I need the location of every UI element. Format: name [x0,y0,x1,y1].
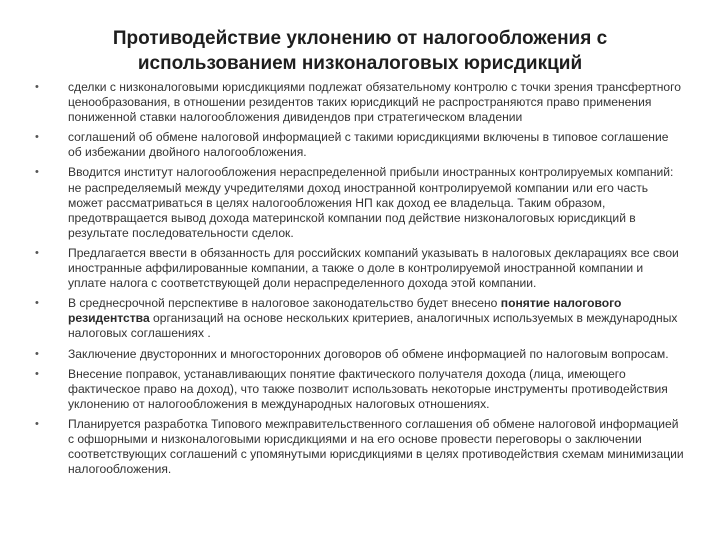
bullet-text [68,296,677,340]
bullet-text: сделки с низконалоговыми юрисдикциями подлежат обязательному контролю с точки зрения трансфертного ценообразования, в отношении резидентов таких юрисдикций не распространяются право применения пониженной ставки налогообложения дивидендов при стратегическом владении [68,80,682,125]
bullet-text-part: организаций на основе нескольких критериев, аналогичных используемых в международных налоговых соглашениях . [68,311,678,341]
bullet-icon: • [35,347,39,360]
bullet-icon: • [35,367,39,380]
slide-title [60,26,660,76]
bullet-text: Внесение поправок, устанавливающих понятие фактического получателя дохода (лица, имеющего фактическое право на доход), что также позволит использовать некоторые инструменты противодействия уклонению от налогообложения в международных налоговых отношениях. [68,366,668,411]
bullet-item [34,130,684,160]
bullet-icon: • [35,166,39,179]
bullet-item [34,367,684,412]
bullet-icon: • [35,297,39,310]
bullet-text: Планируется разработка Типового межправительственного соглашения об обмене налоговой информацией с офшорными и низконалоговыми юрисдикциями и на его основе провести переговоры о заключении соответствующих соглашений с упомянутыми юрисдикциями в целях противодействия схемам минимизации налогообложения. [68,416,684,477]
bullet-text: Вводится институт налогообложения нераспределенной прибыли иностранных контролируемых компаний: не распределяемый между учредителями доход иностранной контролируемой компании или его часть может рассматриваться в целях налогообложения НП как доход ее владельца. Таким образом, предотвращается вывод дохода материнской компании под действие низконалоговых юрисдикций в результате последовательности сделок. [68,165,674,240]
bullet-icon: • [35,131,39,144]
bullet-item [34,246,684,291]
bullet-item [34,296,684,341]
bullet-list [34,80,684,482]
slide-title-line-1: Противодействие уклонению от налогообложения с [112,28,608,49]
bullet-text: Предлагается ввести в обязанность для российских компаний указывать в налоговых декларациях все свои иностранные аффилированные компании, а также о доле в контролируемой иностранной компании и уплате налога с соответствующей доли нераспределенного дохода этой компании. [68,245,679,291]
bullet-item [34,80,684,125]
slide-title-line-2: использованием низконалоговых юрисдикций [137,53,583,74]
bullet-item [34,165,684,240]
bullet-item [34,347,684,362]
bullet-text-emphasis: понятие налогового резидентства [68,296,622,326]
bullet-text-part: В среднесрочной перспективе в налоговое законодательство будет внесено [68,296,501,311]
bullet-icon: • [35,246,39,259]
bullet-item [34,417,684,477]
bullet-text: Заключение двусторонних и многосторонних договоров об обмене информацией по налоговым вопросам. [68,346,669,361]
bullet-icon: • [35,417,39,430]
bullet-text: соглашений об обмене налоговой информацией с такими юрисдикциями включены в типовое соглашение об избежании двойного налогообложения. [68,130,669,160]
bullet-icon: • [35,81,39,93]
